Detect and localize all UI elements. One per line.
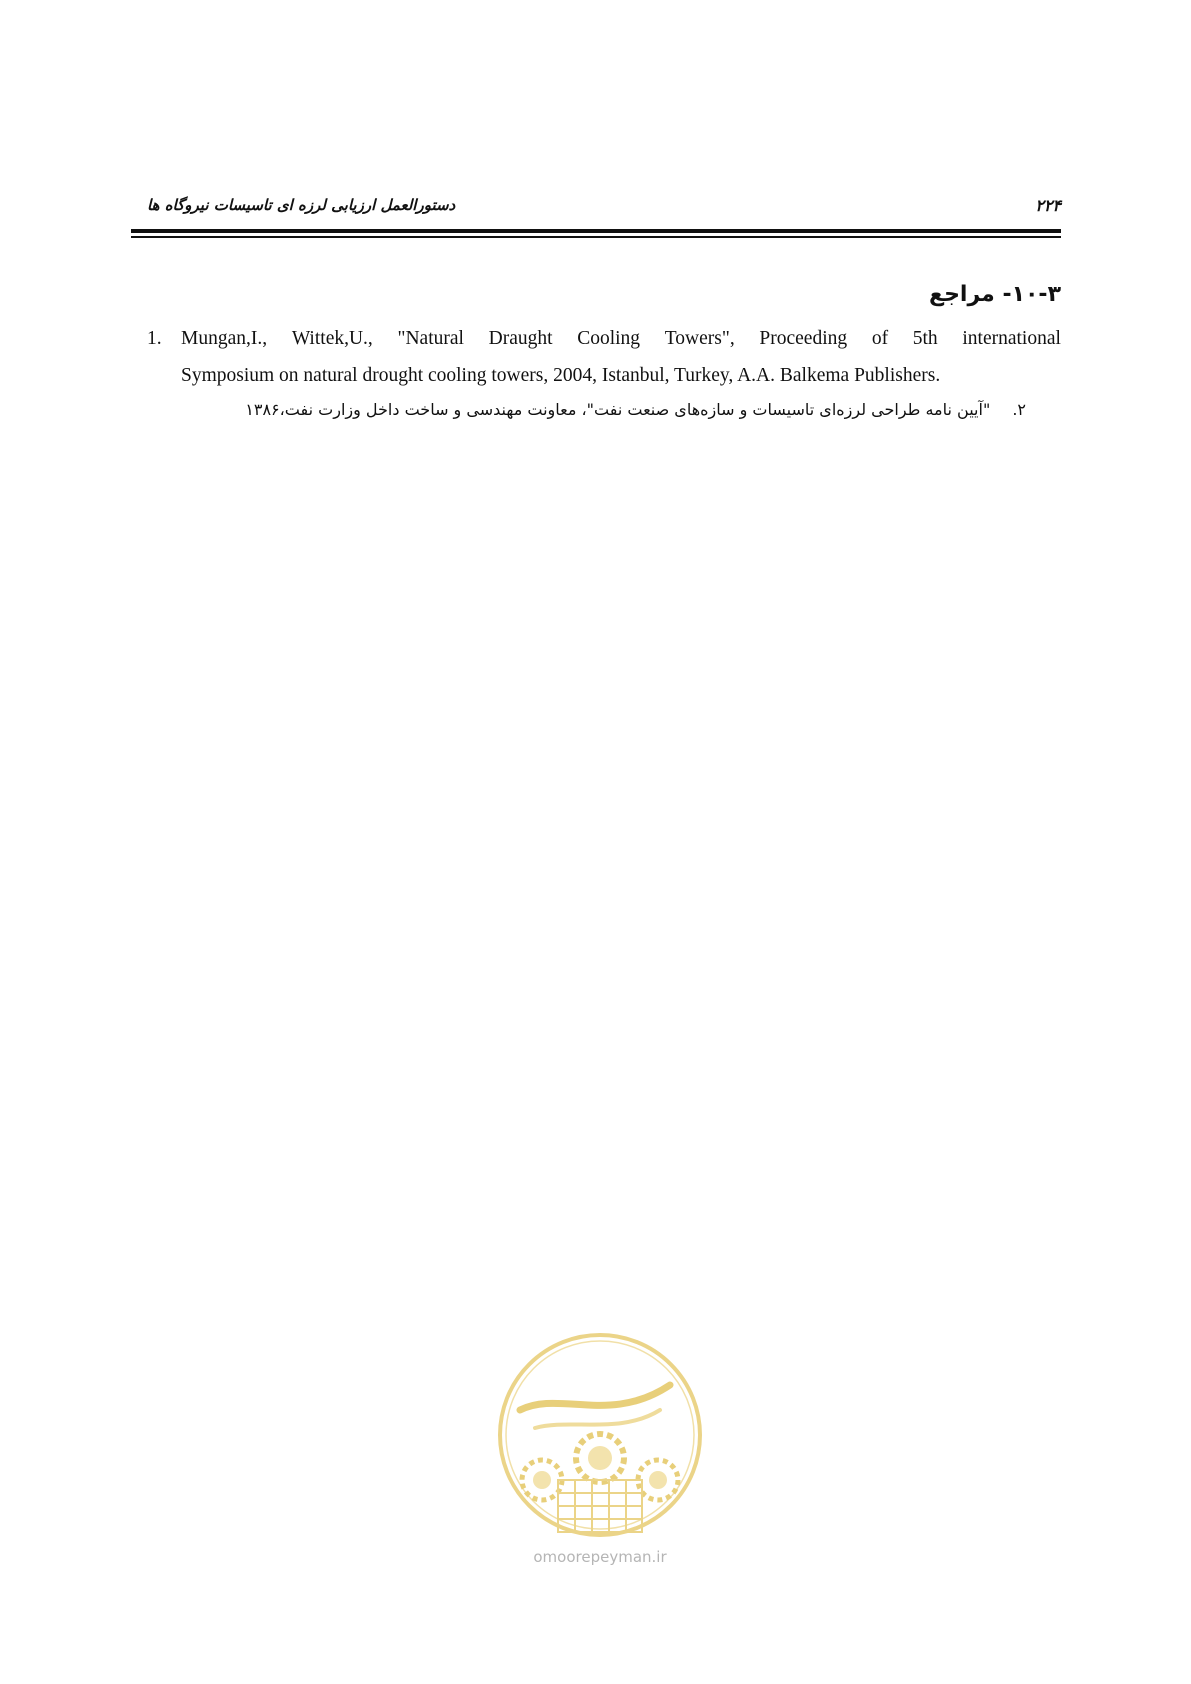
reference-1-word: Proceeding bbox=[759, 328, 848, 349]
reference-1-word: Wittek,U., bbox=[291, 328, 373, 349]
reference-number-2: ۲. bbox=[1012, 400, 1026, 419]
watermark-logo bbox=[490, 1330, 710, 1590]
reference-1-word: Cooling bbox=[577, 328, 641, 349]
reference-1-word: international bbox=[962, 328, 1061, 349]
reference-1-word: of bbox=[871, 328, 889, 349]
reference-2-text: "آیین نامه طراحی لرزه‌ای تاسیسات و سازه‌های صنعت نفت"، معاونت مهندسی و ساخت داخل وزارت نفت،۱۳۸۶ bbox=[245, 400, 991, 419]
reference-1-line-2: Symposium on natural drought cooling towers, 2004, Istanbul, Turkey, A.A. Balkema Publishers. bbox=[181, 365, 941, 386]
reference-item-1 bbox=[147, 320, 1061, 394]
reference-item-2 bbox=[245, 400, 1026, 419]
reference-1-word: 5th bbox=[912, 328, 938, 349]
watermark-emblem-icon bbox=[490, 1330, 710, 1545]
reference-1-word: Mungan,I., bbox=[181, 328, 268, 349]
reference-1-word: Draught bbox=[488, 328, 553, 349]
watermark-url: omoorepeyman.ir bbox=[533, 1548, 667, 1566]
page-number: ۲۲۴ bbox=[1035, 196, 1061, 215]
header-rule-thin bbox=[131, 236, 1061, 238]
reference-number-1: 1. bbox=[147, 328, 162, 349]
reference-1-word: Towers", bbox=[664, 328, 735, 349]
section-heading: ۱۰-۳- مراجع bbox=[929, 282, 1061, 307]
reference-1-line-1 bbox=[181, 320, 1061, 357]
page-header bbox=[131, 196, 1061, 226]
header-rule-thick bbox=[131, 229, 1061, 233]
reference-1-word: "Natural bbox=[397, 328, 464, 349]
running-header-title: دستورالعمل ارزیابی لرزه ای تاسیسات نیروگاه ها bbox=[147, 196, 456, 214]
